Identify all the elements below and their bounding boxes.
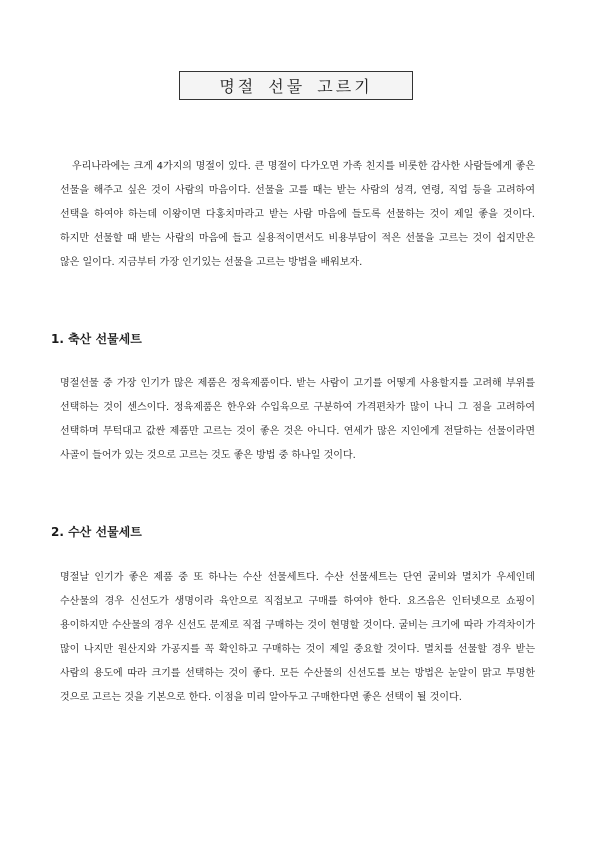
section-body-livestock: 명절선물 중 가장 인기가 많은 제품은 정육제품이다. 받는 사람이 고기를 어떻게 사용할지를 고려해 부위를 선택하는 것이 센스이다. 정육제품은 한우와 수입육으로 구분하여 가격편차가 많이 나니 그 점을 고려하여 선택하며 무턱대고 값싼 제품만 고르는 것이 좋은 것은 아니다. 연세가 많은 지인에게 전달하는 선물이라면 사골이 들어가 있는 것으로 고르는 것도 좋은 방법 중 하나일 것이다.: [60, 378, 535, 461]
section-body-seafood: 명절날 인기가 좋은 제품 중 또 하나는 수산 선물세트다. 수산 선물세트는 단연 굴비와 멸치가 우세인데 수산물의 경우 신선도가 생명이라 육안으로 직접보고 구매를 하여야 한다. 요즈음은 인터넷으로 쇼핑이 용이하지만 수산물의 경우 신선도 문제로 직접 구매하는 것이 현명할 것이다. 굴비는 크기에 따라 가격차이가 많이 나지만 원산지와 가공지를 꼭 확인하고 구매하는 것이 제일 중요할 것이다. 멸치를 선물할 경우 받는 사람의 용도에 따라 크기를 선택하는 것이 좋다. 모든 수산물의 신선도를 보는 방법은 눈알이 맑고 투명한 것으로 고르는 것을 기본으로 한다. 이점을 미리 알아두고 구매한다면 좋은 선택이 될 것이다.: [60, 572, 535, 703]
section-heading-livestock: 1. 축산 선물세트: [51, 332, 142, 346]
title-box: [179, 71, 413, 100]
document-title: 명절 선물 고르기: [219, 77, 373, 96]
intro-paragraph: 우리나라에는 크게 4가지의 명절이 있다. 큰 명절이 다가오면 가족 친지를 비롯한 감사한 사람들에게 좋은 선물을 해주고 싶은 것이 사람의 마음이다. 선물을 고를 때는 받는 사람의 성격, 연령, 직업 등을 고려하여 선택을 하여야 하는데 이왕이면 다홍치마라고 받는 사람 마음에 들도록 선물하는 것이 제일 좋을 것이다. 하지만 선물할 때 받는 사람의 마음에 들고 실용적이면서도 비용부담이 적은 선물을 고르는 것이 쉽지만은 않은 일이다. 지금부터 가장 인기있는 선물을 고르는 방법을 배워보자.: [60, 161, 535, 268]
section-heading-seafood: 2. 수산 선물세트: [51, 525, 142, 539]
